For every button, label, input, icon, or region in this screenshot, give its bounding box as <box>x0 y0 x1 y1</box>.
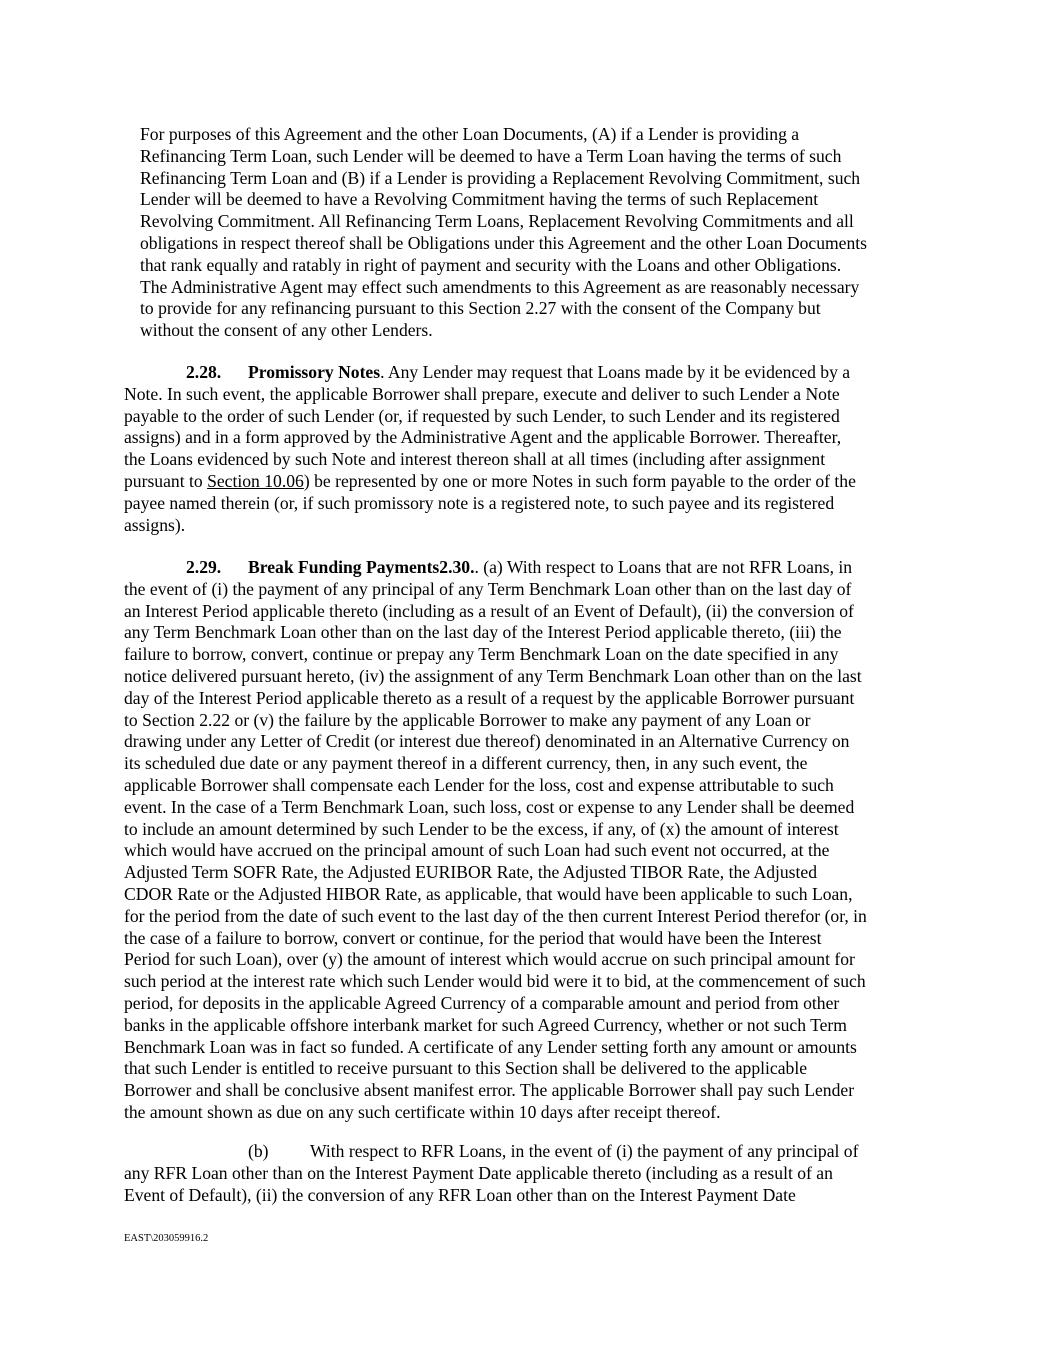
section-body: . Any Lender may request that Loans made by it be evidenced by a Note. In such event, the applicable Borrower shall prepare, execute and deliver to such Lender a Note payable to the order of such Lender (or, if requested by such Lender, to such Lender and its registered assigns) and in a form approved by the Administrative Agent and the applicable Borrower. Thereafter, the Loans evidenced by such Note and interest thereon shall at all times (including after assignment pursuant to <box>124 362 851 491</box>
section-cross-reference-link[interactable]: Section 10.06 <box>207 470 304 491</box>
subsection-label: (b) <box>248 1141 269 1161</box>
section-number: 2.28. <box>186 362 222 382</box>
subsection-body: With respect to RFR Loans, in the event of (i) the payment of any principal of any RFR Loan other than on the Interest Payment Date applicable thereto (including as a result of an Event of Default), (ii) the conversion of any RFR Loan other than on the Interest Payment Date <box>124 1141 859 1205</box>
document-id-footer: EAST\203059916.2 <box>124 1233 209 1244</box>
section-heading: Promissory Notes <box>248 362 381 382</box>
subsection-b-paragraph <box>124 1141 936 1206</box>
section-number: 2.29. <box>186 557 222 577</box>
section-body-continued: ) be represented by one or more Notes in such form payable to the order of the payee named therein (or, if such promissory note is a registered note, to such payee and its registered assigns). <box>124 470 856 535</box>
section-body: . (a) With respect to Loans that are not RFR Loans, in the event of (i) the payment of any principal of any Term Benchmark Loan other than on the last day of an Interest Period applicable thereto (including as a result of an Event of Default), (ii) the conversion of any Term Benchmark Loan other than on the last day of the Interest Period applicable thereto, (iii) the failure to borrow, convert, continue or prepay any Term Benchmark Loan on the date specified in any notice delivered pursuant hereto, (iv) the assignment of any Term Benchmark Loan other than on the last day of the Interest Period applicable thereto as a result of a request by the applicable Borrower pursuant to Section 2.22 or (v) the failure by the applicable Borrower to make any payment of any Loan or drawing under any Letter of Credit (or interest due thereof) denominated in an Alternative Currency on its scheduled due date or any payment thereof in a different currency, then, in any such event, the applicable Borrower shall compensate each Lender for the loss, cost and expense attributable to such event. In the case of a Term Benchmark Loan, such loss, cost or expense to any Lender shall be deemed to include an amount determined by such Lender to be the excess, if any, of (x) the amount of interest which would have accrued on the principal amount of such Loan had such event not occurred, at the Adjusted Term SOFR Rate, the Adjusted EURIBOR Rate, the Adjusted TIBOR Rate, the Adjusted CDOR Rate or the Adjusted HIBOR Rate, as applicable, that would have been applicable to such Loan, for the period from the date of such event to the last day of the then current Interest Period therefor (or, in the case of a failure to borrow, convert or continue, for the period that would have been the Interest Period for such Loan), over (y) the amount of interest which would accrue on such principal amount for such period at the interest rate which such Lender would bid were it to bid, at the commencement of such period, for deposits in the applicable Agreed Currency of a comparable amount and period from other banks in the applicable offshore interbank market for such Agreed Currency, whether or not such Term Benchmark Loan was in fact so funded. A certificate of any Lender setting forth any amount or amounts that such Lender is entitled to receive pursuant to this Section shall be delivered to the applicable Borrower and shall be conclusive absent manifest error. The applicable Borrower shall pay such Lender the amount shown as due on any such certificate within 10 days after receipt thereof. <box>124 557 867 1122</box>
section-2-28-paragraph <box>124 362 936 536</box>
section-heading: Break Funding Payments2.30. <box>248 557 475 577</box>
section-2-29-paragraph <box>124 557 936 1124</box>
intro-paragraph: For purposes of this Agreement and the other Loan Documents, (A) if a Lender is providing a Refinancing Term Loan, such Lender will be deemed to have a Term Loan having the terms of such Refinancing Term Loan and (B) if a Lender is providing a Replacement Revolving Commitment, such Lender will be deemed to have a Revolving Commitment having the terms of such Replacement Revolving Commitment. All Refinancing Term Loans, Replacement Revolving Commitments and all obligations in respect thereof shall be Obligations under this Agreement and the other Loan Documents that rank equally and ratably in right of payment and security with the Loans and other Obligations. The Administrative Agent may effect such amendments to this Agreement as are reasonably necessary to provide for any refinancing pursuant to this Section 2.27 with the consent of the Company but without the consent of any other Lenders. <box>140 124 868 341</box>
